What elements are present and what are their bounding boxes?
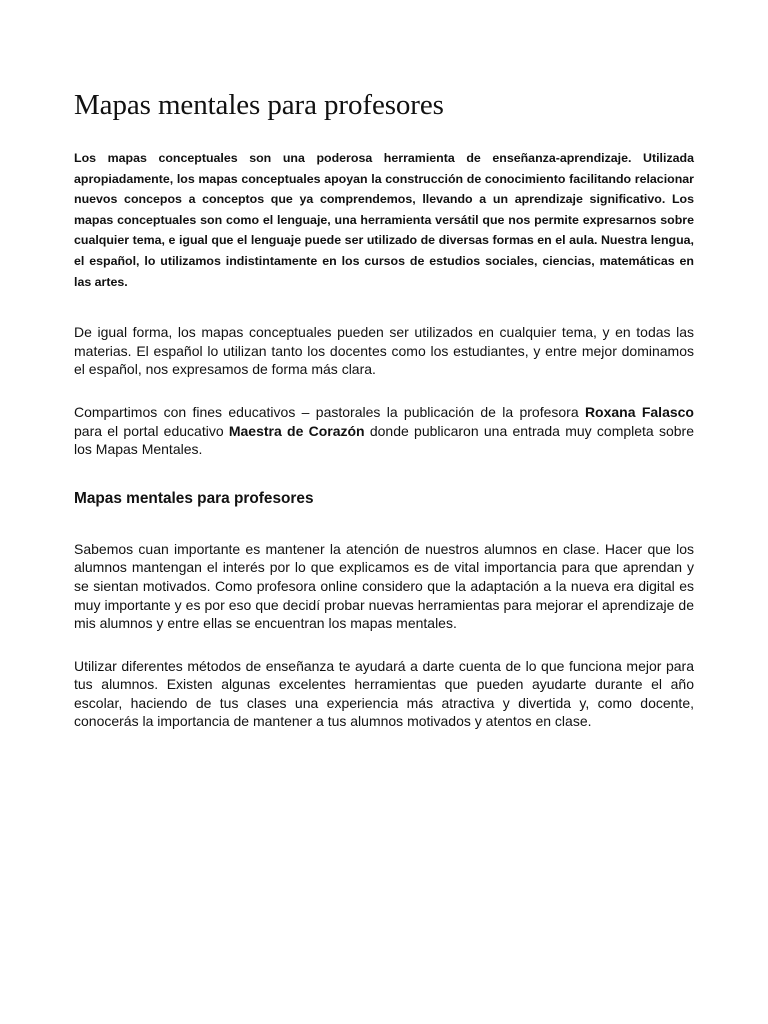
paragraph-2 <box>74 403 694 459</box>
paragraph-4: Utilizar diferentes métodos de enseñanza te ayudará a darte cuenta de lo que funciona mejor para tus alumnos. Existen algunas excelentes herramientas que pueden ayudarte durante el año escolar, haciendo de tus clases una experiencia más atractiva y divertida y, como docente, conocerás la importancia de mantener a tus alumnos motivados y atentos en clase. <box>74 657 694 730</box>
document-body <box>74 88 694 755</box>
paragraph-2-text-c: donde publicaron una entrada muy completa sobre los Mapas Mentales. <box>74 422 694 458</box>
paragraph-1: De igual forma, los mapas conceptuales pueden ser utilizados en cualquier tema, y en todas las materias. El español lo utilizan tanto los docentes como los estudiantes, y entre mejor dominamos el español, nos expresamos de forma más clara. <box>74 324 694 378</box>
paragraph-2-text-b: para el portal educativo <box>74 422 229 439</box>
paragraph-2-text-a: Compartimos con fines educativos – pastorales la publicación de la profesora <box>74 403 585 420</box>
section-heading: Mapas mentales para profesores <box>74 489 314 507</box>
portal-name: Maestra de Corazón <box>228 422 365 439</box>
paragraph-3: Sabemos cuan importante es mantener la atención de nuestros alumnos en clase. Hacer que los alumnos mantengan el interés por lo que explicamos es de vital importancia para que aprendan y se sientan motivados. Como profesora online considero que la adaptación a la nueva era digital es muy importante y es por eso que decidí probar nuevas herramientas para mejorar el aprendizaje de mis alumnos y entre ellas se encuentran los mapas mentales. <box>74 540 694 632</box>
intro-paragraph: Los mapas conceptuales son una poderosa herramienta de enseñanza-aprendizaje. Utilizada apropiadamente, los mapas conceptuales apoyan la construcción de conocimiento facilitando relacionar nuevos concepos a conceptos que ya comprendemos, llevando a un aprendizaje significativo. Los mapas conceptuales son como el lenguaje, una herramienta versátil que nos permite expresarnos sobre cualquier tema, e igual que el lenguaje puede ser utilizado de diversas formas en el aula. Nuestra lengua, el español, lo utilizamos indistintamente en los cursos de estudios sociales, ciencias, matemáticas en las artes. <box>74 151 694 289</box>
document-title: Mapas mentales para profesores <box>74 89 444 121</box>
author-name: Roxana Falasco <box>584 403 694 420</box>
